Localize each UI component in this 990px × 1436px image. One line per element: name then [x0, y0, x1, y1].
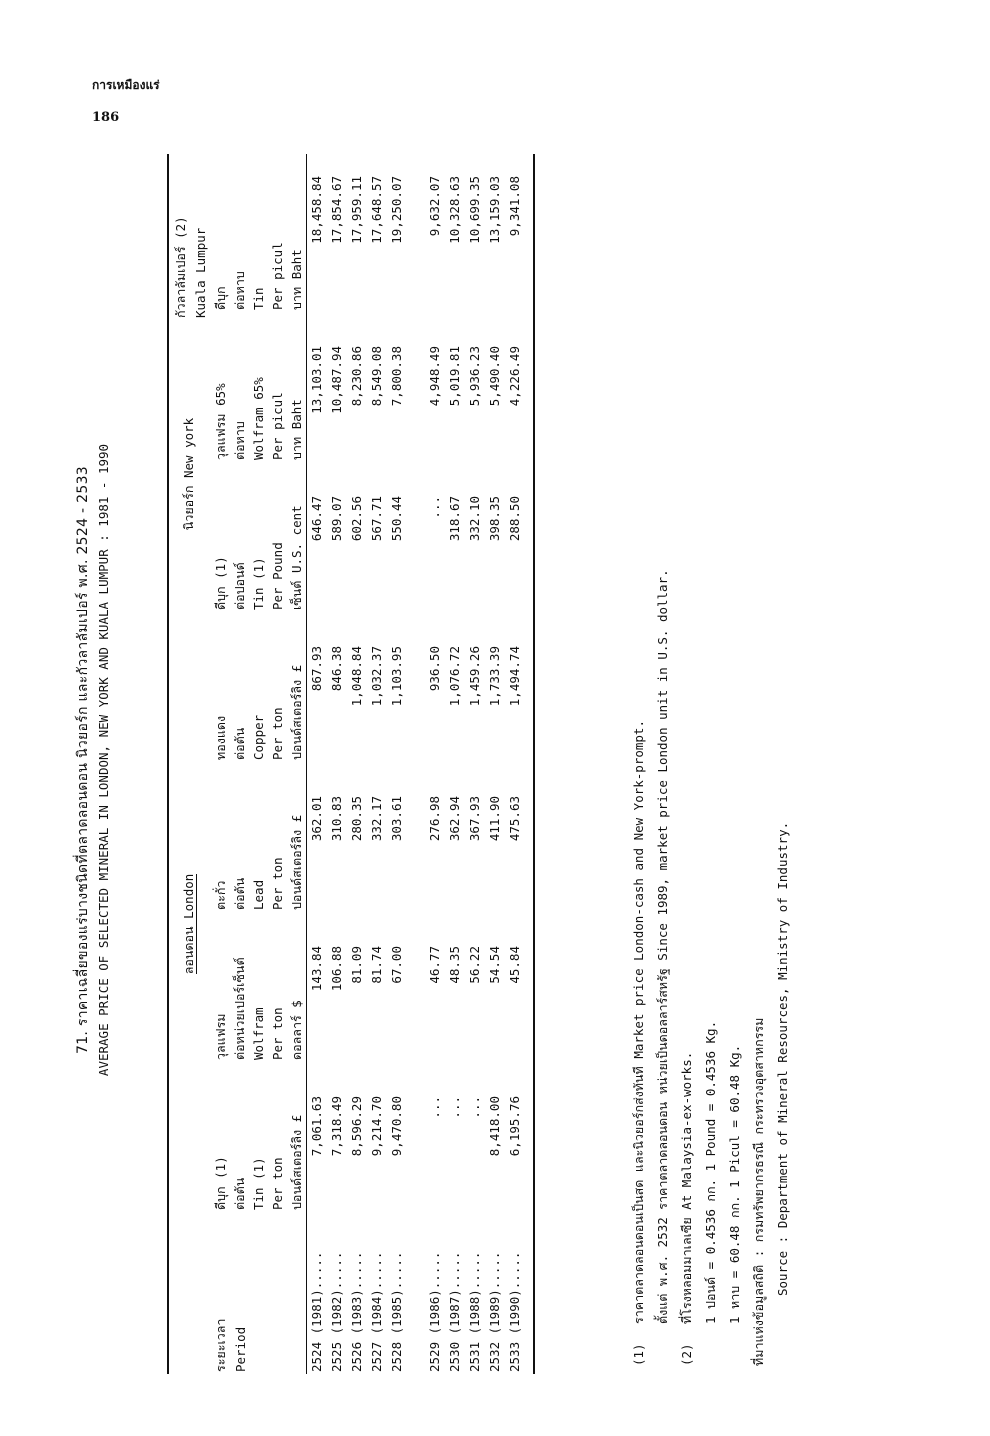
value-cell-c2: 81.09	[349, 946, 364, 984]
header-line: ปอนด์สเตอร์ลิง £	[289, 814, 304, 910]
group-kl-english: Kuala Lumpur	[193, 227, 208, 318]
value-cell-c2: 106.88	[329, 946, 344, 992]
value-cell-c2: 45.84	[507, 946, 522, 984]
value-cell-c3: 367.93	[467, 796, 482, 842]
value-cell-c7: 17,959.11	[349, 176, 364, 244]
header-line: วุลแฟรม 65%	[213, 383, 228, 460]
col-header-london-copper	[211, 624, 307, 774]
note-1-line-1: ราคาตลาดลอนดอนเป็นสด และนิวยอร์กส่งทันที Market price London-cash and New York-prompt.	[631, 720, 646, 1324]
header-line: Per ton	[270, 857, 285, 910]
header-line: บาท Baht	[289, 399, 304, 460]
table-body	[307, 154, 536, 1374]
header-line: ดอลลาร์ $	[289, 1000, 304, 1060]
value-cell-c2: 143.84	[309, 946, 324, 992]
conversion-2-row	[723, 156, 747, 1366]
value-cell-c6: 4,226.49	[507, 346, 522, 407]
value-cell-c2: 54.54	[487, 946, 502, 984]
header-line: ทองแดง	[213, 715, 228, 760]
value-cell-c4: 1,032.37	[369, 646, 384, 707]
header-line: ปอนด์สเตอร์ลิง £	[289, 664, 304, 760]
note-1-line-2: ตั้งแต่ พ.ศ. 2532 ราคาตลาดลอนดอน หน่วยเป็นดอลลาร์สหรัฐ Since 1989, market price London unit in U.S. dollar.	[655, 569, 670, 1324]
header-line: ดีบุก (1)	[213, 1156, 228, 1210]
value-cell-c7: 18,458.84	[309, 176, 324, 244]
mineral-price-table	[167, 154, 535, 1374]
value-cell-c1: 8,596.29	[349, 1096, 364, 1157]
period-group-spacer	[169, 1224, 211, 1374]
source-english: Source : Department of Mineral Resources, Ministry of Industry.	[775, 821, 790, 1296]
header-line: Per ton	[270, 1007, 285, 1060]
value-cell-c5: 646.47	[309, 496, 324, 542]
period-cell: 2530 (1987).....	[447, 1251, 462, 1372]
header-line: Per ton	[270, 707, 285, 760]
col-header-london-lead	[211, 774, 307, 924]
period-cell: 2527 (1984).....	[369, 1251, 384, 1372]
group-london	[169, 624, 211, 1224]
note-1b	[651, 156, 675, 1366]
header-line: ต่อตัน	[232, 877, 247, 910]
value-cell-c7: 19,250.07	[389, 176, 404, 244]
value-cell-c5: 602.56	[349, 496, 364, 542]
table-row	[445, 154, 465, 1374]
header-line: เซ็นต์ U.S. cent	[289, 505, 304, 610]
value-cell-c4: 1,076.72	[447, 646, 462, 707]
header-line: Tin	[251, 287, 266, 310]
value-cell-c1: 9,214.70	[369, 1096, 384, 1157]
value-cell-c6: 4,948.49	[427, 346, 442, 407]
value-cell-c6: 10,487.94	[329, 346, 344, 414]
value-cell-c1: 9,470.80	[389, 1096, 404, 1157]
header-line: ปอนด์สเตอร์ลิง £	[289, 1114, 304, 1210]
table-row	[485, 154, 505, 1374]
header-line: วุลแฟรม	[213, 1013, 228, 1060]
value-cell-c4: 1,103.95	[389, 646, 404, 707]
conversion-1-row	[699, 156, 723, 1366]
header-line: ดีบุก (1)	[213, 556, 228, 610]
header-line: Tin (1)	[251, 1157, 266, 1210]
period-cell: 2526 (1983).....	[349, 1251, 364, 1372]
value-cell-c7: 17,648.57	[369, 176, 384, 244]
value-cell-c1: ...	[427, 1096, 442, 1119]
value-cell-c5: 288.50	[507, 496, 522, 542]
value-cell-c3: 475.63	[507, 796, 522, 842]
value-cell-c2: 56.22	[467, 946, 482, 984]
period-header-thai: ระยะเวลา	[213, 1318, 228, 1372]
value-cell-c6: 8,549.08	[369, 346, 384, 407]
value-cell-c3: 362.94	[447, 796, 462, 842]
value-cell-c3: 303.61	[389, 796, 404, 842]
conversion-picul: 1 หาบ = 60.48 กก. 1 Picul = 60.48 Kg.	[727, 1044, 742, 1324]
header-line: Copper	[251, 714, 266, 760]
rotated-table-block	[62, 130, 932, 1380]
period-header	[211, 1224, 307, 1374]
header-line: ต่อหน่วยเปอร์เซ็นต์	[232, 957, 247, 1060]
value-cell-c6: 5,019.81	[447, 346, 462, 407]
value-cell-c6: 13,103.01	[309, 346, 324, 414]
header-line: บาท Baht	[289, 249, 304, 310]
value-cell-c7: 9,341.08	[507, 176, 522, 237]
value-cell-c1: 6,195.76	[507, 1096, 522, 1157]
header-line: ต่อหาบ	[232, 421, 247, 460]
table-row	[367, 154, 387, 1374]
table-row	[505, 154, 534, 1374]
header-line: Lead	[251, 879, 266, 910]
value-cell-c2: 81.74	[369, 946, 384, 984]
header-line: Per picul	[270, 242, 285, 310]
value-cell-c1: ...	[447, 1096, 462, 1119]
note-2-marker: (2)	[679, 1343, 694, 1366]
note-spacer	[723, 1324, 747, 1366]
value-cell-c1: 8,418.00	[487, 1096, 502, 1157]
col-header-london-tin	[211, 1074, 307, 1224]
table-title-thai: 71. ราคาเฉลี่ยของแร่บางชนิดที่ตลาดลอนดอน นิวยอร์ก และกัวลาลัมเปอร์ พ.ศ. 2524 - 2533	[75, 466, 91, 1054]
col-header-london-wolfram	[211, 924, 307, 1074]
value-cell-c4: 867.93	[309, 646, 324, 692]
header-line: Per picul	[270, 392, 285, 460]
period-cell: 2525 (1982).....	[329, 1251, 344, 1372]
table-row	[387, 154, 407, 1374]
value-cell-c5: 550.44	[389, 496, 404, 542]
value-cell-c6: 8,230.86	[349, 346, 364, 407]
value-cell-c6: 7,800.38	[389, 346, 404, 407]
table-row	[425, 154, 445, 1374]
note-spacer	[651, 1324, 675, 1366]
group-london-label: ลอนดอน London	[181, 873, 196, 975]
value-cell-c7: 17,854.67	[329, 176, 344, 244]
value-cell-c4: 1,459.26	[467, 646, 482, 707]
notes-block	[627, 156, 795, 1366]
conversion-pound: 1 ปอนด์ = 0.4536 กก. 1 Pound = 0.4536 Kg.	[703, 1020, 718, 1324]
period-cell: 2524 (1981).....	[309, 1251, 324, 1372]
note-1-marker: (1)	[631, 1343, 646, 1366]
value-cell-c1: ...	[467, 1096, 482, 1119]
header-line: Per Pound	[270, 542, 285, 610]
value-cell-c3: 411.90	[487, 796, 502, 842]
group-newyork-label: นิวยอร์ก New york	[181, 417, 196, 531]
period-cell: 2531 (1988).....	[467, 1251, 482, 1372]
value-cell-c5: 589.07	[329, 496, 344, 542]
value-cell-c6: 5,490.40	[487, 346, 502, 407]
note-2-line-1: ที่โรงหลอมมาเลเซีย At Malaysia-ex-works.	[679, 1051, 694, 1324]
value-cell-c1: 7,318.49	[329, 1096, 344, 1157]
group-kuala-lumpur	[169, 154, 211, 324]
group-newyork	[169, 324, 211, 624]
row-gap	[407, 154, 425, 1374]
header-line: ดีบุก	[213, 286, 228, 310]
period-cell: 2528 (1985).....	[389, 1251, 404, 1372]
value-cell-c7: 13,159.03	[487, 176, 502, 244]
value-cell-c5: 567.71	[369, 496, 384, 542]
value-cell-c4: 1,048.84	[349, 646, 364, 707]
value-cell-c5: 318.67	[447, 496, 462, 542]
header-line: ตะกั่ว	[213, 880, 228, 910]
table-row	[347, 154, 367, 1374]
table-row	[307, 154, 327, 1374]
value-cell-c5: ...	[427, 496, 442, 519]
note-1	[627, 156, 651, 1366]
period-cell: 2533 (1990).....	[507, 1251, 522, 1372]
value-cell-c4: 1,494.74	[507, 646, 522, 707]
value-cell-c1: 7,061.63	[309, 1096, 324, 1157]
value-cell-c3: 332.17	[369, 796, 384, 842]
period-cell: 2529 (1986).....	[427, 1251, 442, 1372]
note-spacer	[699, 1324, 723, 1366]
page-number: 186	[92, 110, 120, 125]
value-cell-c2: 48.35	[447, 946, 462, 984]
value-cell-c4: 936.50	[427, 646, 442, 692]
group-kl-thai: กัวลาลัมเปอร์ (2)	[173, 216, 188, 318]
col-header-kl-tin	[211, 154, 307, 324]
header-line: Wolfram 65%	[251, 377, 266, 460]
value-cell-c4: 1,733.39	[487, 646, 502, 707]
header-line: ต่อตัน	[232, 1177, 247, 1210]
value-cell-c3: 276.98	[427, 796, 442, 842]
value-cell-c5: 398.35	[487, 496, 502, 542]
value-cell-c3: 280.35	[349, 796, 364, 842]
note-2	[675, 156, 699, 1366]
header-line: ต่อหาบ	[232, 271, 247, 310]
value-cell-c2: 46.77	[427, 946, 442, 984]
value-cell-c7: 9,632.07	[427, 176, 442, 237]
table-row	[465, 154, 485, 1374]
value-cell-c3: 310.83	[329, 796, 344, 842]
period-cell: 2532 (1989).....	[487, 1251, 502, 1372]
source-thai: ที่มาแห่งข้อมูลสถิติ : กรมทรัพยากรธรณี กระทรวงอุตสาหกรรม	[751, 1017, 766, 1366]
header-line: Tin (1)	[251, 557, 266, 610]
period-header-english: Period	[233, 1326, 248, 1372]
table-row	[327, 154, 347, 1374]
value-cell-c6: 5,936.23	[467, 346, 482, 407]
value-cell-c3: 362.01	[309, 796, 324, 842]
table-title-english: AVERAGE PRICE OF SELECTED MINERAL IN LONDON, NEW YORK AND KUALA LUMPUR : 1981 - 1990	[96, 443, 111, 1077]
value-cell-c4: 846.38	[329, 646, 344, 692]
col-header-newyork-wolfram	[211, 324, 307, 474]
col-header-newyork-tin	[211, 474, 307, 624]
value-cell-c5: 332.10	[467, 496, 482, 542]
header-line: Per ton	[270, 1157, 285, 1210]
header-line: ต่อตัน	[232, 727, 247, 760]
value-cell-c7: 10,328.63	[447, 176, 462, 244]
value-cell-c2: 67.00	[389, 946, 404, 984]
header-line: ต่อปอนด์	[232, 562, 247, 610]
header-line: Wolfram	[251, 1007, 266, 1060]
value-cell-c7: 10,699.35	[467, 176, 482, 244]
running-header: การเหมืองแร่	[92, 78, 160, 92]
bottom-rule	[534, 154, 535, 1374]
